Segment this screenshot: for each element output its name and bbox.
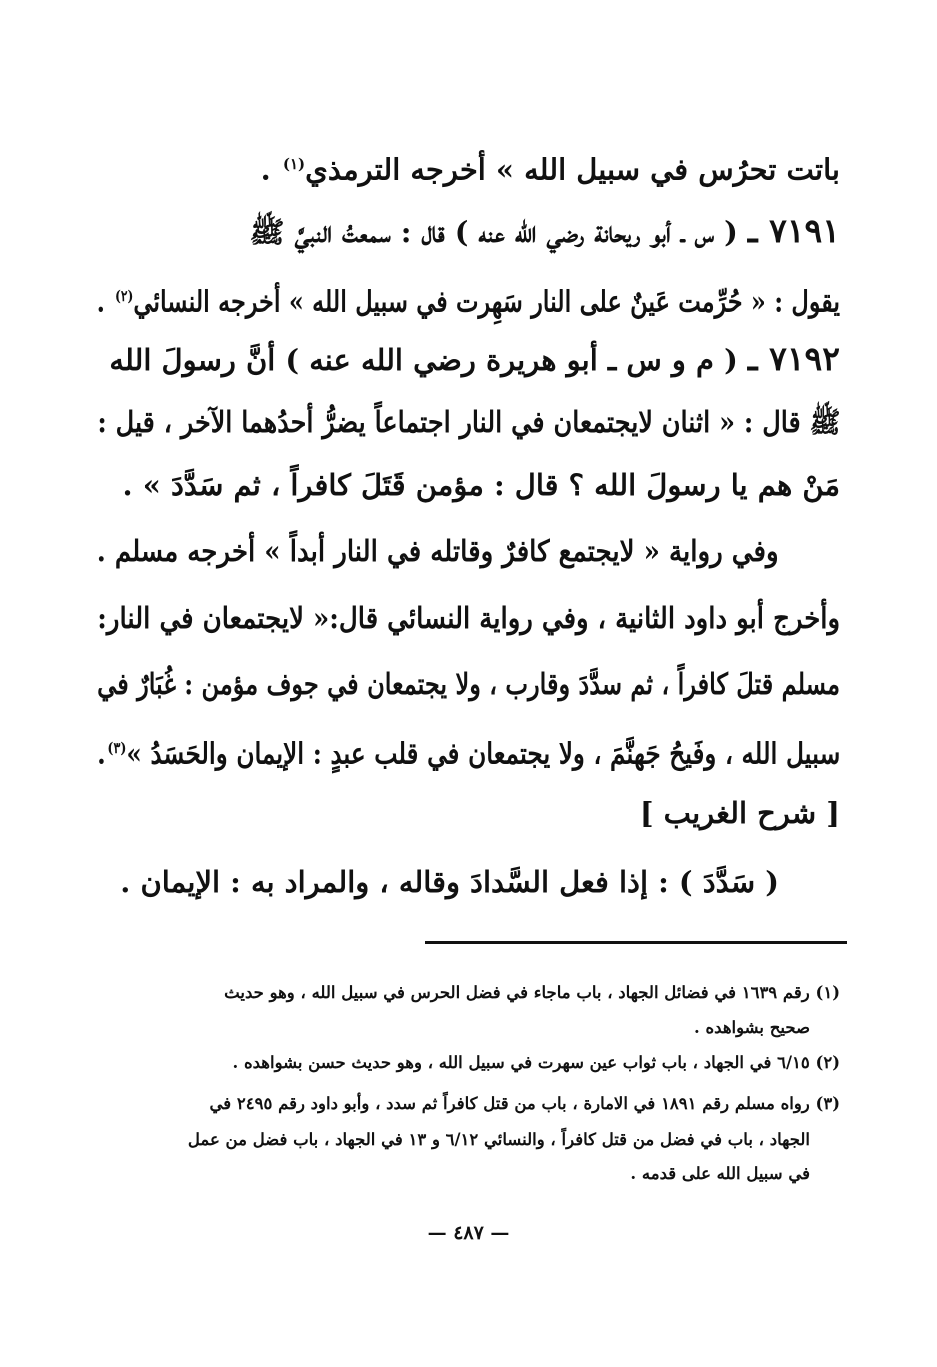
line-3-text: يقول : « حُرِّمت عَينٌ على النار سَهِرت في سبيل الله » أخرجه النسائي: [133, 284, 840, 319]
footnote-2-text: (٢) ٦/١٥ في الجهاد ، باب ثواب عين سهرت في سبيل الله ، وهو حديث حسن بشواهده .: [232, 1053, 840, 1072]
gharib-heading: [640, 796, 840, 830]
footnote-ref-2: (٢): [114, 287, 134, 305]
line-3-end: .: [96, 284, 105, 319]
line-10-text: سبيل الله ، وفَيحُ جَهنَّمَ ، ولا يجتمعان في قلب عبدٍ : الإيمان والحَسَدُ »: [126, 736, 841, 771]
hadith-7192-narrator: ( م و س ـ أبو هريرة رضي الله عنه ) أنَّ رسولَ الله: [109, 343, 738, 377]
line-1-text: باتت تحرُس في سبيل الله » أخرجه الترمذي: [305, 152, 840, 187]
footnote-ref-3: (٣): [107, 739, 127, 757]
text-line-7: [97, 531, 779, 571]
hadith-number-7192: ٧١٩٢ ـ: [747, 339, 840, 378]
text-line-6: [123, 465, 840, 505]
hadith-7191-heading: [249, 211, 840, 252]
line-8-text: وأخرج أبو داود الثانية ، وفي رواية النسائي قال:« لايجتمعان في النار:: [97, 601, 840, 635]
text-line-9: [97, 664, 840, 704]
line-7-text: وفي رواية « لايجتمع كافرٌ وقاتله في النار أبداً » أخرجه مسلم .: [97, 534, 779, 568]
gharib-heading-text: [ شرح الغريب ]: [639, 796, 840, 830]
footnote-3-line-2: [188, 1128, 810, 1152]
line-10-end: .: [96, 736, 106, 771]
footnote-2-line-1: [233, 1051, 841, 1075]
footnote-3-line-1: [210, 1092, 841, 1116]
line-9-text: مسلم قتلَ كافراً ، ثم سدَّدَ وقارب ، ولا يجتمعان في جوف مؤمن : غُبَارٌ في: [97, 667, 840, 701]
footnote-divider: [425, 941, 847, 944]
footnote-3-text-c: في سبيل الله على قدمه .: [630, 1164, 810, 1183]
text-line-10: [97, 728, 840, 774]
text-line-12: [120, 862, 779, 902]
footnote-3-line-3: [630, 1162, 810, 1186]
line-5-text: ﷺ قال : « اثنان لايجتمعان في النار اجتماعاً يضرُّ أحدُهما الآخر ، قيل :: [96, 405, 840, 439]
footnote-1-line-1: [224, 981, 840, 1005]
footnote-3-text-a: (٣) رواه مسلم رقم ١٨٩١ في الامارة ، باب من قتل كافراً ثم سدد ، وأبو داود رقم ٢٤٩٥ في: [209, 1094, 840, 1113]
text-line-3: [97, 276, 840, 322]
hadith-7192-heading: [109, 339, 840, 380]
line-6-text: مَنْ هم يا رسولَ الله ؟ قال : مؤمن قَتَلَ كافراً ، ثم سَدَّدَ » .: [122, 468, 840, 502]
footnote-3-text-b: الجهاد ، باب في فضل من قتل كافراً ، والنسائي ٦/١٢ و ١٣ في الجهاد ، باب فضل من عمل: [187, 1130, 810, 1149]
hadith-number-7191: ٧١٩١ ـ: [747, 211, 840, 250]
footnote-1-text-b: صحيح بشواهده .: [694, 1018, 810, 1037]
text-line-5: [97, 402, 840, 442]
footnote-1-line-2: [694, 1016, 810, 1040]
line-1-end: .: [260, 152, 271, 187]
footnote-1-text-a: (١) رقم ١٦٣٩ في فضائل الجهاد ، باب ماجاء في فضل الحرس في سبيل الله ، وهو حديث: [224, 983, 840, 1002]
footnote-ref-1: (١): [282, 155, 306, 173]
page-number: — ٤٨٧ —: [427, 1222, 510, 1244]
text-line-8: [97, 598, 840, 638]
line-12-text: ( سَدَّدَ ) : إذا فعل السَّدادَ وقاله ، والمراد به : الإيمان .: [120, 865, 779, 899]
text-line-1: [261, 144, 840, 190]
hadith-7191-narrator: ( س ـ أبو ريحانة رضي الله عنه ) قال : سمعتُ النبيَّ ﷺ: [249, 215, 738, 249]
